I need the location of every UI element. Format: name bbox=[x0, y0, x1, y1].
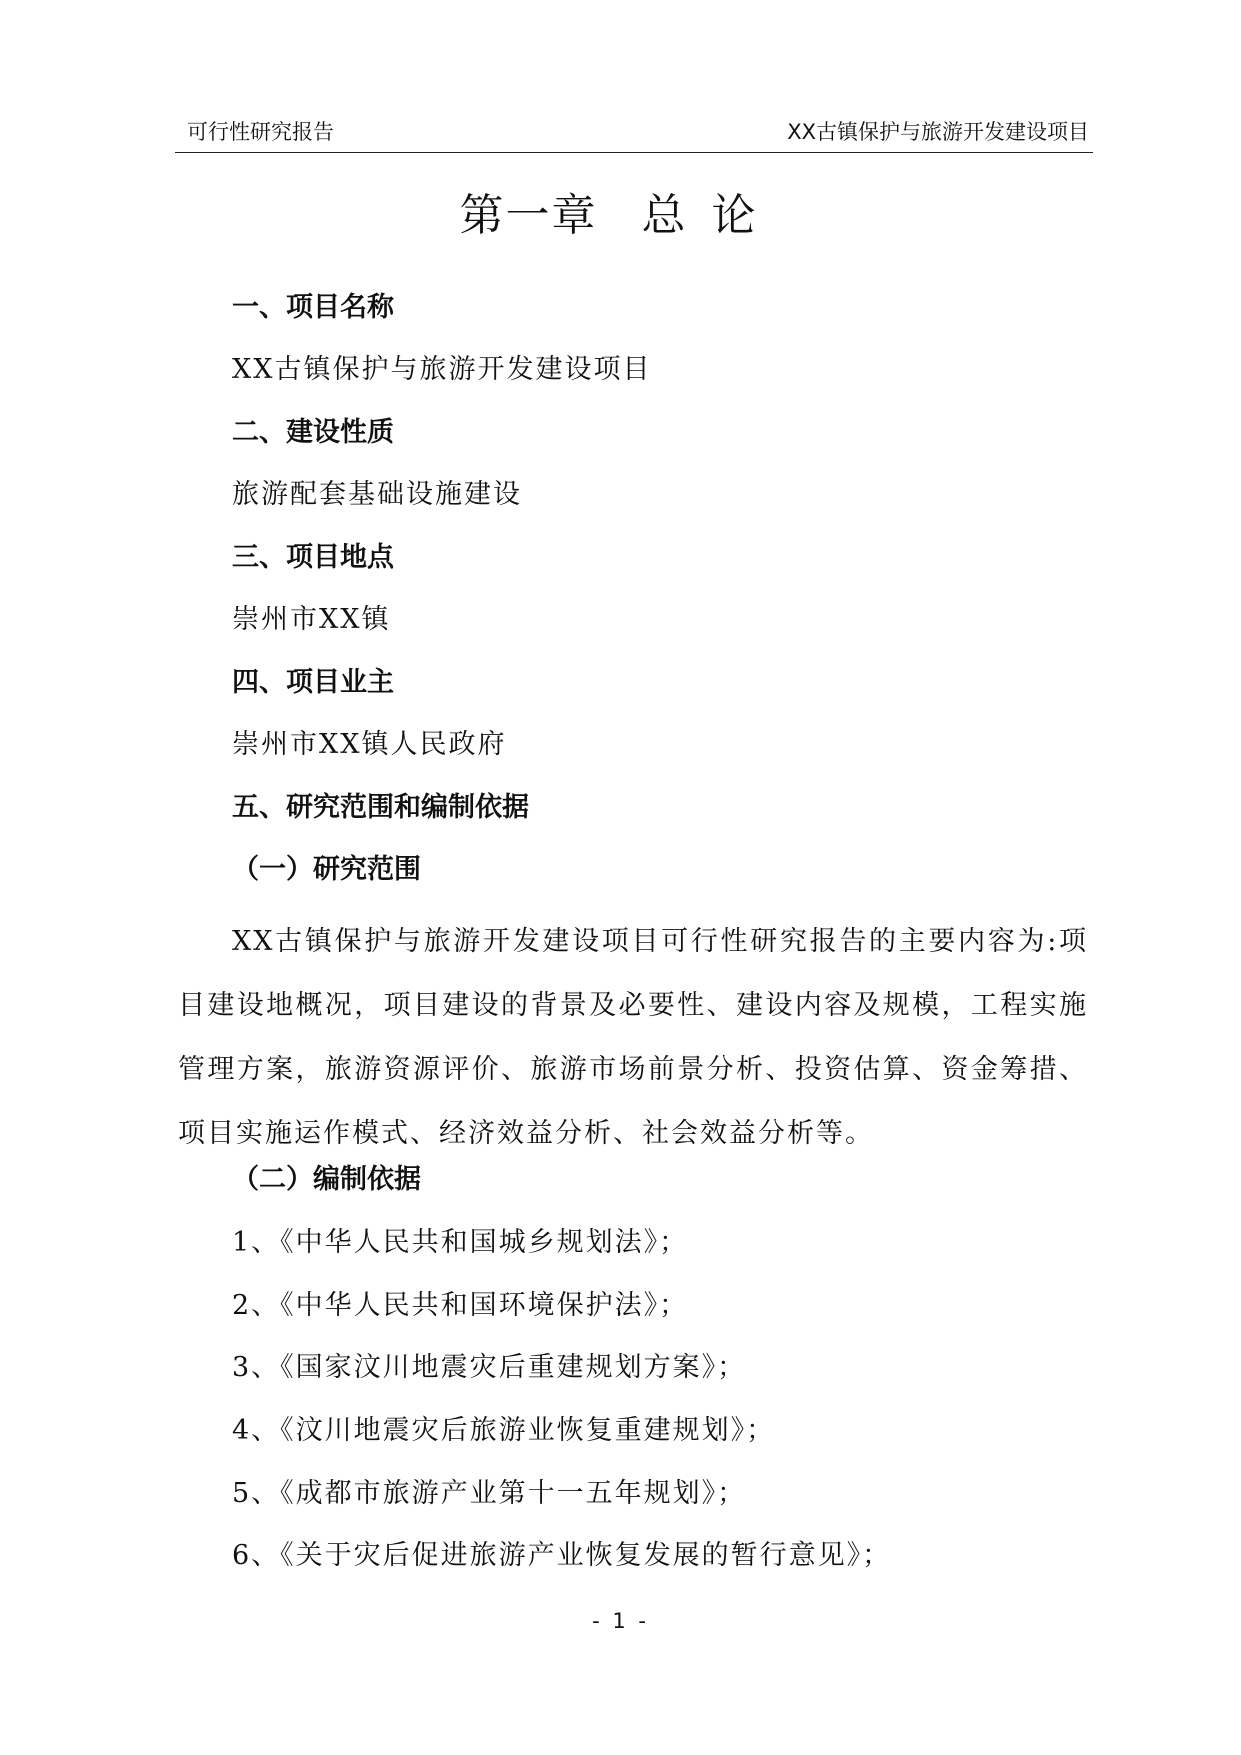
section-heading-project-location: 三、项目地点 bbox=[232, 542, 394, 573]
section-content-project-owner: 崇州市XX镇人民政府 bbox=[232, 729, 507, 760]
chapter-number: 第一章 bbox=[459, 190, 598, 241]
header-project-name: XX古镇保护与旅游开发建设项目 bbox=[787, 120, 1089, 144]
basis-list-item: 4、《汶川地震灾后旅游业恢复重建规划》； bbox=[232, 1415, 776, 1446]
basis-list-item: 6、《关于灾后促进旅游产业恢复发展的暂行意见》； bbox=[232, 1540, 892, 1571]
chapter-title bbox=[0, 186, 1241, 246]
research-scope-paragraph: XX古镇保护与旅游开发建设项目可行性研究报告的主要内容为:项目建设地概况，项目建设的背景及必要性、建设内容及规模，工程实施管理方案，旅游资源评价、旅游市场前景分析、投资估算、资金筹措、项目实施运作模式、经济效益分析、社会效益分析等。 bbox=[178, 926, 1088, 1149]
basis-list-item: 3、《国家汶川地震灾后重建规划方案》； bbox=[232, 1352, 747, 1383]
section-heading-research-scope-basis: 五、研究范围和编制依据 bbox=[232, 792, 529, 823]
section-content-construction-nature: 旅游配套基础设施建设 bbox=[232, 479, 522, 510]
section-heading-construction-nature: 二、建设性质 bbox=[232, 417, 394, 448]
page-header bbox=[175, 116, 1093, 153]
section-content-project-name: XX古镇保护与旅游开发建设项目 bbox=[232, 354, 652, 385]
section-heading-project-name: 一、项目名称 bbox=[232, 292, 394, 323]
page-number: - 1 - bbox=[592, 1609, 649, 1633]
basis-list-item: 5、《成都市旅游产业第十一五年规划》； bbox=[232, 1478, 747, 1509]
header-report-type: 可行性研究报告 bbox=[187, 120, 334, 144]
subsection-heading-compilation-basis: （二）编制依据 bbox=[232, 1164, 421, 1195]
basis-list-item: 1、《中华人民共和国城乡规划法》； bbox=[232, 1227, 689, 1258]
chapter-name: 总论 bbox=[641, 190, 782, 241]
basis-list-item: 2、《中华人民共和国环境保护法》； bbox=[232, 1290, 689, 1321]
subsection-heading-research-scope: （一）研究范围 bbox=[232, 854, 421, 885]
section-heading-project-owner: 四、项目业主 bbox=[232, 667, 394, 698]
section-content-project-location: 崇州市XX镇 bbox=[232, 604, 391, 635]
